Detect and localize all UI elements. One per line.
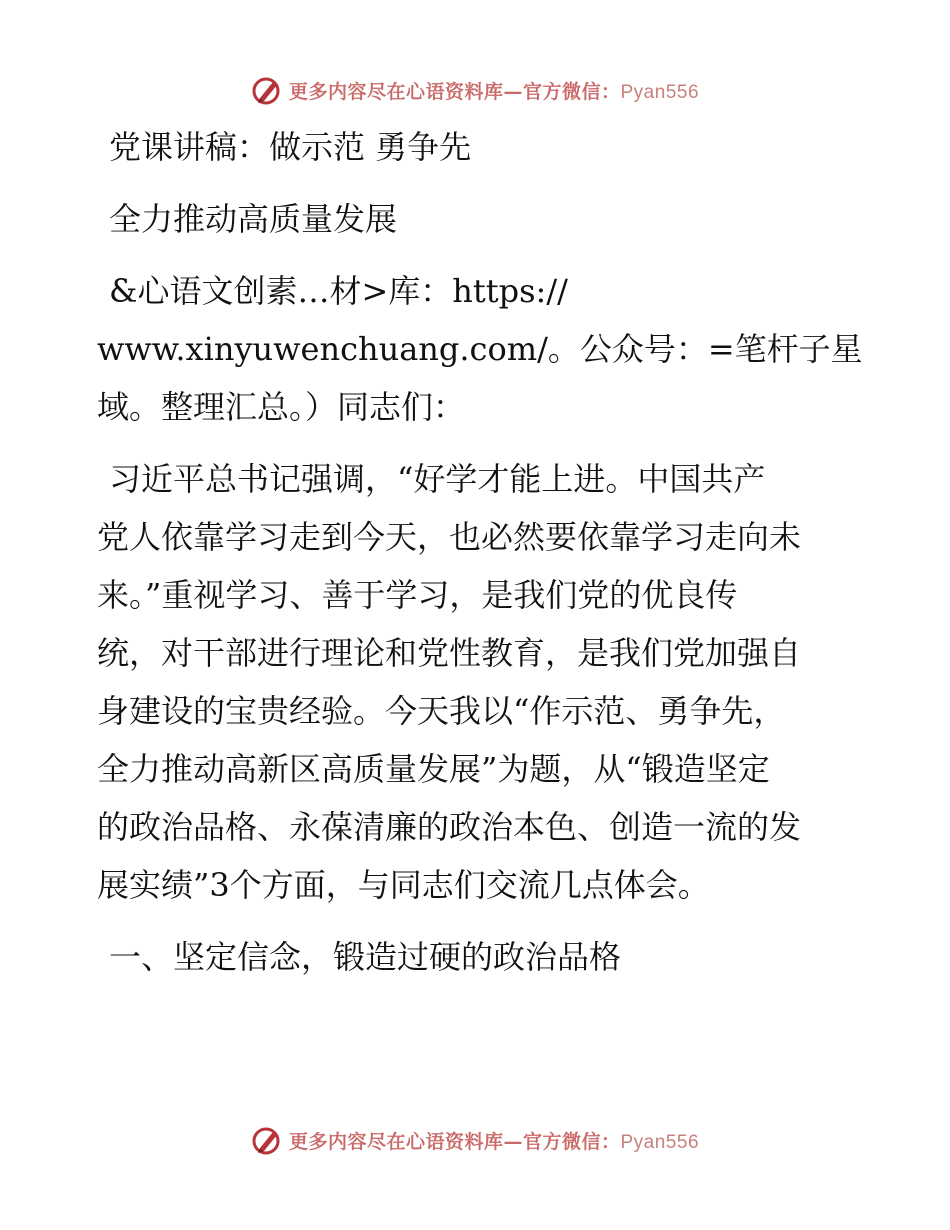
- paragraph-line-2: 党人依靠学习走到今天，也必然要依靠学习走向未: [97, 518, 802, 556]
- paragraph-line-8: 展实绩”3个方面，与同志们交流几点体会。: [97, 866, 710, 904]
- header-watermark-banner: [0, 70, 950, 110]
- paragraph-line-7: 的政治品格、永葆清廉的政治本色、创造一流的发: [97, 808, 802, 846]
- source-line-1: &心语文创素…材>库：https://: [109, 272, 568, 310]
- paragraph-line-4: 统，对干部进行理论和党性教育，是我们党加强自: [97, 634, 802, 672]
- source-line-2: www.xinyuwenchuang.com/。公众号：=笔杆子星: [97, 330, 863, 368]
- footer-watermark-banner: [0, 1120, 950, 1160]
- footer-banner-text: 更多内容尽在心语资料库—官方微信：Pyan556: [288, 1130, 700, 1153]
- paragraph-line-1: 习近平总书记强调，“好学才能上进。中国共产: [109, 460, 766, 498]
- paragraph-line-3: 来。”重视学习、善于学习，是我们党的优良传: [97, 576, 738, 614]
- pen-logo-icon: [251, 74, 283, 106]
- document-body: [97, 118, 863, 986]
- pen-logo-icon: [251, 1124, 283, 1156]
- header-wechat-id: Pyan556: [620, 81, 700, 103]
- paragraph-line-5: 身建设的宝贵经验。今天我以“作示范、勇争先，: [97, 692, 786, 730]
- source-line-3: 域。整理汇总。）同志们：: [97, 388, 466, 426]
- paragraph-line-6: 全力推动高新区高质量发展”为题，从“锻造坚定: [97, 750, 770, 788]
- header-banner-text: 更多内容尽在心语资料库—官方微信：Pyan556: [288, 80, 700, 103]
- section-heading: 一、坚定信念，锻造过硬的政治品格: [109, 938, 622, 976]
- title-line-2: 全力推动高质量发展: [109, 200, 398, 238]
- title-line-1: 党课讲稿：做示范 勇争先: [109, 128, 472, 166]
- footer-wechat-id: Pyan556: [620, 1131, 700, 1153]
